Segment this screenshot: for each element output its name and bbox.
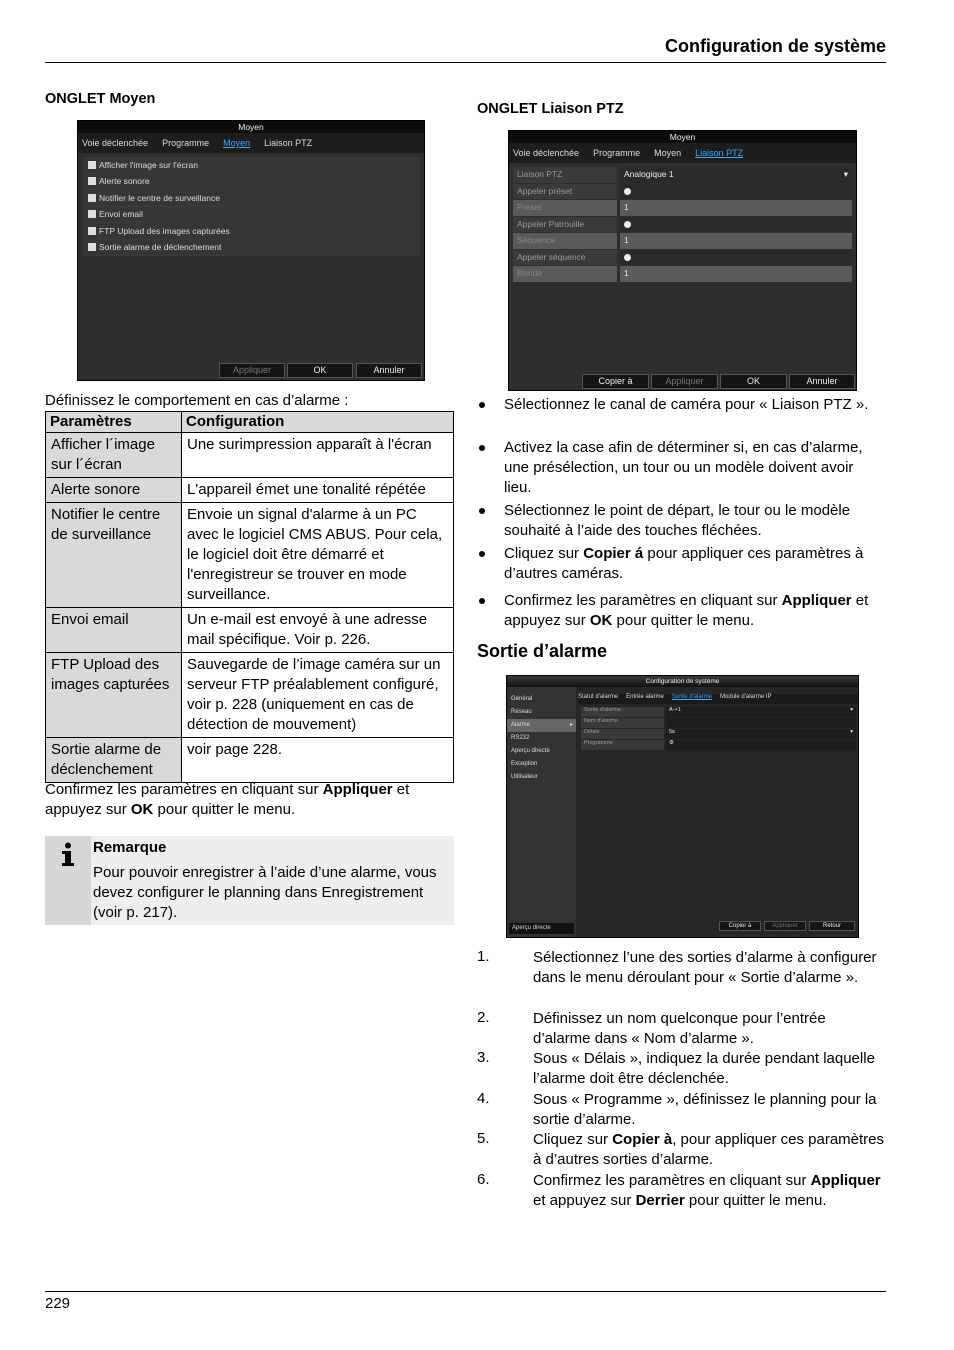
screenshot-sortie-alarme	[506, 675, 859, 938]
tab-liaison-ptz[interactable]: Liaison PTZ	[695, 148, 744, 158]
sidebar-item-apercu-directe[interactable]: Aperçu directe	[511, 748, 550, 754]
table-row	[46, 503, 454, 608]
table-row	[46, 653, 454, 738]
step-item: Sélectionnez l’une des sorties d’alarme à configurer dans le menu déroulant pour « Sortie d’alarme ».	[533, 949, 877, 986]
table-header-row	[46, 412, 454, 433]
step-number: 2.	[477, 1009, 490, 1026]
delais-select[interactable]: 5s ▾	[666, 729, 856, 739]
footer-rule	[45, 1291, 886, 1292]
table-row	[46, 738, 454, 783]
tab-moyen[interactable]: Moyen	[654, 148, 682, 158]
sidebar-item-alarme[interactable]: Alarme ▸	[507, 719, 576, 732]
step-item: Sous « Délais », indiquez la durée pendant laquelle l’alarme doit être déclenchée.	[533, 1050, 875, 1087]
screen-title: Moyen	[509, 131, 856, 143]
row-delais: Délais 5s ▾	[581, 729, 856, 739]
ok-button[interactable]: OK	[287, 363, 353, 378]
option-alerte-sonore[interactable]: Alerte sonore	[82, 174, 420, 191]
confirm-paragraph: Confirmez les paramètres en cliquant sur Appliquer et appuyez sur OK pour quitter le menu.	[45, 781, 410, 818]
tab-liaison-ptz[interactable]: Liaison PTZ	[264, 138, 313, 148]
table-row	[46, 608, 454, 653]
step-number: 4.	[477, 1090, 490, 1107]
note-box	[45, 836, 454, 925]
param-cell: Afficher l´image sur l´écran	[46, 433, 182, 478]
sidebar	[507, 687, 576, 937]
row-programme: Programme ⚙	[581, 740, 856, 750]
config-cell: L'appareil émet une tonalité répétée	[182, 478, 454, 503]
row-nom-alarme: Nom d'alarme	[581, 718, 856, 728]
sidebar-item-exception[interactable]: Exception	[511, 761, 538, 767]
note-text: Pour pouvoir enregistrer à l’aide d’une alarme, vous devez configurer le planning dans Enregistrement (voir p. 217).	[93, 864, 437, 921]
screenshot-moyen	[77, 120, 425, 381]
sortie-alarme-select[interactable]: A->1 ▾	[666, 707, 856, 717]
table-row	[46, 478, 454, 503]
bullet-item: Activez la case afin de déterminer si, en cas d’alarme, une présélection, un tour ou un modèle doivent avoir lieu.	[504, 439, 863, 496]
config-cell: Envoie un signal d'alarme à un PC avec le logiciel CMS ABUS. Pour cela, le logiciel doit être démarré et l'enregistreur se trouver en mode surveillance.	[182, 503, 454, 608]
appliquer-button[interactable]: Appliquer	[219, 363, 285, 378]
config-cell: Un e-mail est envoyé à une adresse mail spécifique. Voir p. 226.	[182, 608, 454, 653]
step-number: 5.	[477, 1130, 490, 1147]
screen-tabs	[78, 133, 424, 153]
chevron-right-icon: ▸	[569, 722, 573, 728]
screenshot-liaison-ptz	[508, 130, 857, 391]
row-ronde: Ronde 1	[513, 266, 852, 282]
column-header-parametres: Paramètres	[46, 412, 182, 433]
step-number: 6.	[477, 1171, 490, 1188]
step-number: 1.	[477, 948, 490, 965]
checkbox-icon[interactable]	[88, 194, 96, 202]
section-heading-moyen: ONGLET Moyen	[45, 91, 156, 107]
sequence-field[interactable]: 1	[620, 233, 852, 249]
liaison-ptz-select[interactable]: Analogique 1 ▾	[620, 167, 852, 183]
alarm-output-form	[581, 707, 856, 751]
checkbox-icon[interactable]	[88, 227, 96, 235]
screen-title: Configuration de système	[507, 676, 858, 687]
tab-programme[interactable]: Programme	[593, 148, 641, 158]
sidebar-item-reseau[interactable]: Réseau	[511, 709, 532, 715]
header-rule	[45, 62, 886, 63]
param-cell: FTP Upload des images capturées	[46, 653, 182, 738]
row-liaison-ptz: Liaison PTZ Analogique 1 ▾	[513, 167, 852, 183]
row-appeler-sequence: Appeler séquence	[513, 250, 852, 266]
config-cell: Sauvegarde de l’image caméra sur un serveur FTP préalablement configuré, voir p. 228 (uniquement en cas de détection de mouvement)	[182, 653, 454, 738]
nom-alarme-input[interactable]	[666, 718, 856, 728]
row-appeler-preset: Appeler préset	[513, 184, 852, 200]
tab-statut-alarme[interactable]: Statut d'alarme	[578, 694, 619, 700]
sidebar-item-utilisateur[interactable]: Utilisateur	[511, 774, 538, 780]
apercu-directe-button[interactable]: Aperçu directe	[509, 923, 574, 934]
bullet-item: Confirmez les paramètres en cliquant sur Appliquer et appuyez sur OK pour quitter le menu.	[504, 592, 869, 629]
screen-tabs	[509, 143, 856, 163]
tab-moyen[interactable]: Moyen	[223, 138, 251, 148]
step-number: 3.	[477, 1049, 490, 1066]
ronde-field[interactable]: 1	[620, 266, 852, 282]
checkbox-icon[interactable]	[88, 210, 96, 218]
parameters-table	[45, 411, 454, 783]
page-number: 229	[45, 1295, 71, 1312]
param-cell: Alerte sonore	[46, 478, 182, 503]
annuler-button[interactable]: Annuler	[789, 374, 855, 389]
bullet-icon	[479, 402, 485, 408]
checkbox-icon[interactable]	[88, 243, 96, 251]
checkbox-icon[interactable]	[88, 177, 96, 185]
checkbox-icon[interactable]	[624, 254, 631, 261]
option-sortie-alarme[interactable]: Sortie alarme de déclenchement	[82, 240, 420, 257]
row-sequence: Séquence 1	[513, 233, 852, 249]
bullet-item: Sélectionnez le point de départ, le tour ou le modèle souhaité à l’aide des touches fléchées.	[504, 502, 851, 539]
config-cell: voir page 228.	[182, 738, 454, 783]
appliquer-button[interactable]: Appliquer	[764, 921, 806, 931]
bullet-item: Sélectionnez le canal de caméra pour « Liaison PTZ ».	[504, 396, 869, 413]
tab-sortie-alarme[interactable]: Sortie d'alarme	[671, 694, 713, 700]
bullet-icon	[479, 551, 485, 557]
table-intro: Définissez le comportement en cas d’alarme :	[45, 392, 349, 409]
step-item: Définissez un nom quelconque pour l’entrée d’alarme dans « Nom d’alarme ».	[533, 1010, 826, 1047]
note-title: Remarque	[93, 839, 167, 856]
preset-field[interactable]: 1	[620, 200, 852, 216]
copier-a-button[interactable]: Copier à	[582, 374, 649, 389]
option-envoi-email[interactable]: Envoi email	[82, 207, 420, 224]
row-appeler-patrouille: Appeler Patrouille	[513, 217, 852, 233]
tab-voie-declenchee[interactable]: Voie déclenchée	[82, 138, 149, 148]
option-afficher-image[interactable]: Afficher l'image sur l'écran	[82, 157, 420, 174]
page-header-title: Configuration de système	[664, 36, 886, 56]
screen-title: Moyen	[78, 121, 424, 133]
tab-programme[interactable]: Programme	[162, 138, 210, 148]
config-cell: Une surimpression apparaît à l'écran	[182, 433, 454, 478]
param-cell: Sortie alarme de déclenchement	[46, 738, 182, 783]
checkbox-icon[interactable]	[88, 161, 96, 169]
checkbox-icon[interactable]	[624, 188, 631, 195]
info-icon	[60, 842, 76, 868]
tab-entree-alarme[interactable]: Entrée alarme	[626, 694, 664, 700]
retour-button[interactable]: Retour	[809, 921, 855, 931]
note-sidebar	[45, 836, 91, 925]
annuler-button[interactable]: Annuler	[356, 363, 422, 378]
chevron-down-icon: ▾	[850, 729, 853, 735]
option-notifier-centre[interactable]: Notifier le centre de surveillance	[82, 190, 420, 207]
gear-icon: ⚙	[669, 740, 674, 746]
step-item: Cliquez sur Copier à, pour appliquer ces paramètres à d’autres sorties d’alarme.	[533, 1131, 884, 1168]
tab-voie-declenchee[interactable]: Voie déclenchée	[513, 148, 580, 158]
tab-module-alarme-ip[interactable]: Module d'alarme IP	[720, 694, 772, 700]
ok-button[interactable]: OK	[720, 374, 787, 389]
copier-a-button[interactable]: Copier à	[719, 921, 761, 931]
row-preset: Préset 1	[513, 200, 852, 216]
appliquer-button[interactable]: Appliquer	[651, 374, 718, 389]
row-sortie-alarme: Sortie d'alarme A->1 ▾	[581, 707, 856, 717]
table-row	[46, 433, 454, 478]
section-title-sortie-alarme: Sortie d’alarme	[477, 641, 608, 661]
screen-tabs	[578, 694, 858, 704]
chevron-down-icon: ▾	[850, 707, 853, 713]
bullet-icon	[479, 508, 485, 514]
option-ftp-upload[interactable]: FTP Upload des images capturées	[82, 223, 420, 240]
step-item: Confirmez les paramètres en cliquant sur Appliquer et appuyez sur Derrier pour quitter le menu.	[533, 1172, 881, 1209]
bullet-icon	[479, 598, 485, 604]
checkbox-icon[interactable]	[624, 221, 631, 228]
step-item: Sous « Programme », définissez le planning pour la sortie d’alarme.	[533, 1091, 877, 1128]
sidebar-item-general[interactable]: Général	[511, 696, 533, 702]
chevron-down-icon: ▾	[843, 169, 848, 179]
bullet-icon	[479, 445, 485, 451]
section-heading-liaison-ptz: ONGLET Liaison PTZ	[477, 101, 624, 117]
bullet-item: Cliquez sur Copier á pour appliquer ces paramètres à d’autres caméras.	[504, 545, 864, 582]
programme-settings-button[interactable]	[666, 740, 856, 750]
param-cell: Envoi email	[46, 608, 182, 653]
param-cell: Notifier le centre de surveillance	[46, 503, 182, 608]
sidebar-item-rs232[interactable]: RS232	[511, 735, 530, 741]
column-header-configuration: Configuration	[182, 412, 454, 433]
